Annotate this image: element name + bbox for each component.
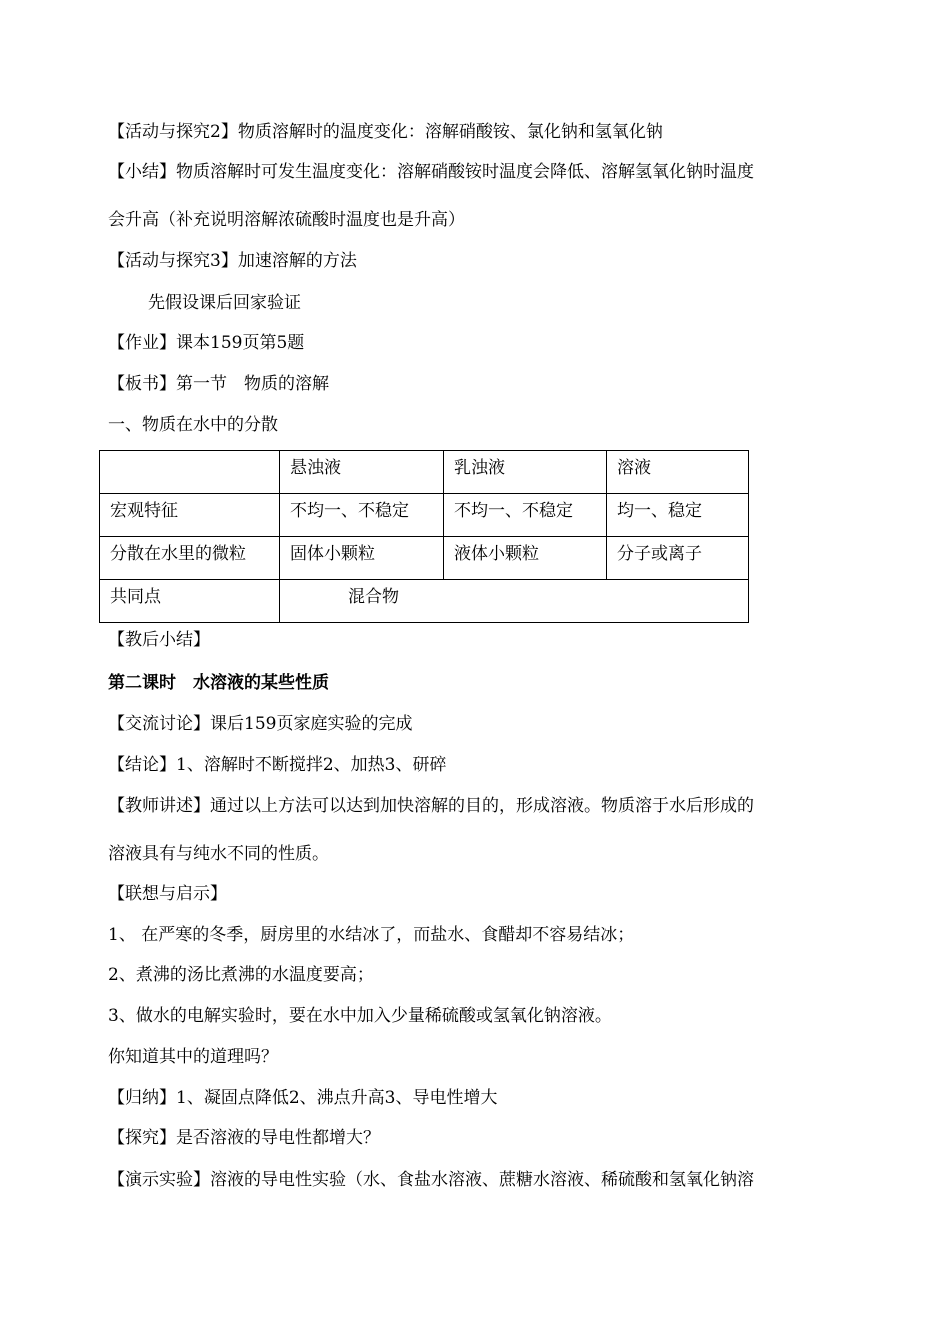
list-item: 1、 在严寒的冬季，厨房里的水结冰了，而盐水、食醋却不容易结冰；	[108, 925, 635, 945]
paragraph-inquiry: 【探究】是否溶液的导电性都增大？	[108, 1128, 380, 1148]
section-heading: 一、物质在水中的分散	[108, 415, 278, 435]
paragraph-induction: 【归纳】1、凝固点降低2、沸点升高3、导电性增大	[108, 1088, 498, 1108]
paragraph-question: 你知道其中的道理吗？	[108, 1047, 278, 1067]
paragraph-teacher: 【教师讲述】通过以上方法可以达到加快溶解的目的，形成溶液。物质溶于水后形成的	[108, 796, 754, 816]
table-header-cell: 悬浊液	[280, 451, 444, 494]
paragraph-activity-3: 【活动与探究3】加速溶解的方法	[108, 251, 357, 271]
paragraph-demonstration: 【演示实验】溶液的导电性实验（水、食盐水溶液、蔗糖水溶液、稀硫酸和氢氧化钠溶	[108, 1170, 754, 1190]
list-item: 2、煮沸的汤比煮沸的水温度要高；	[108, 965, 374, 985]
table-cell: 不均一、不稳定	[280, 494, 444, 537]
paragraph-teacher-continued: 溶液具有与纯水不同的性质。	[108, 844, 329, 864]
paragraph-post-lesson: 【教后小结】	[108, 630, 210, 650]
paragraph-hypothesis: 先假设课后回家验证	[148, 293, 301, 313]
table-cell: 液体小颗粒	[444, 537, 607, 580]
table-cell: 均一、稳定	[607, 494, 749, 537]
table-header-cell	[100, 451, 280, 494]
paragraph-association: 【联想与启示】	[108, 884, 227, 904]
paragraph-board-title: 【板书】第一节 物质的溶解	[108, 374, 329, 394]
table-header-cell: 溶液	[607, 451, 749, 494]
table-cell: 固体小颗粒	[280, 537, 444, 580]
table-cell: 分散在水里的微粒	[100, 537, 280, 580]
table-cell: 分子或离子	[607, 537, 749, 580]
list-item: 3、做水的电解实验时，要在水中加入少量稀硫酸或氢氧化钠溶液。	[108, 1006, 612, 1026]
paragraph-homework: 【作业】课本159页第5题	[108, 333, 305, 353]
table-header-cell: 乳浊液	[444, 451, 607, 494]
table-row	[100, 537, 749, 580]
table-cell-common-value: 混合物	[280, 580, 749, 623]
comparison-table	[99, 450, 749, 623]
paragraph-summary-continued: 会升高（补充说明溶解浓硫酸时温度也是升高）	[108, 210, 465, 230]
table-row	[100, 494, 749, 537]
table-cell: 不均一、不稳定	[444, 494, 607, 537]
paragraph-conclusion: 【结论】1、溶解时不断搅拌2、加热3、研碎	[108, 755, 447, 775]
table-header-row	[100, 451, 749, 494]
table-row-common	[100, 580, 749, 623]
paragraph-summary: 【小结】物质溶解时可发生温度变化：溶解硝酸铵时温度会降低、溶解氢氧化钠时温度	[108, 162, 754, 182]
table-cell: 宏观特征	[100, 494, 280, 537]
lesson-2-heading: 第二课时 水溶液的某些性质	[108, 673, 329, 693]
table-cell-common-label: 共同点	[100, 580, 280, 623]
paragraph-discussion: 【交流讨论】课后159页家庭实验的完成	[108, 714, 413, 734]
paragraph-activity-2: 【活动与探究2】物质溶解时的温度变化：溶解硝酸铵、氯化钠和氢氧化钠	[108, 122, 663, 142]
